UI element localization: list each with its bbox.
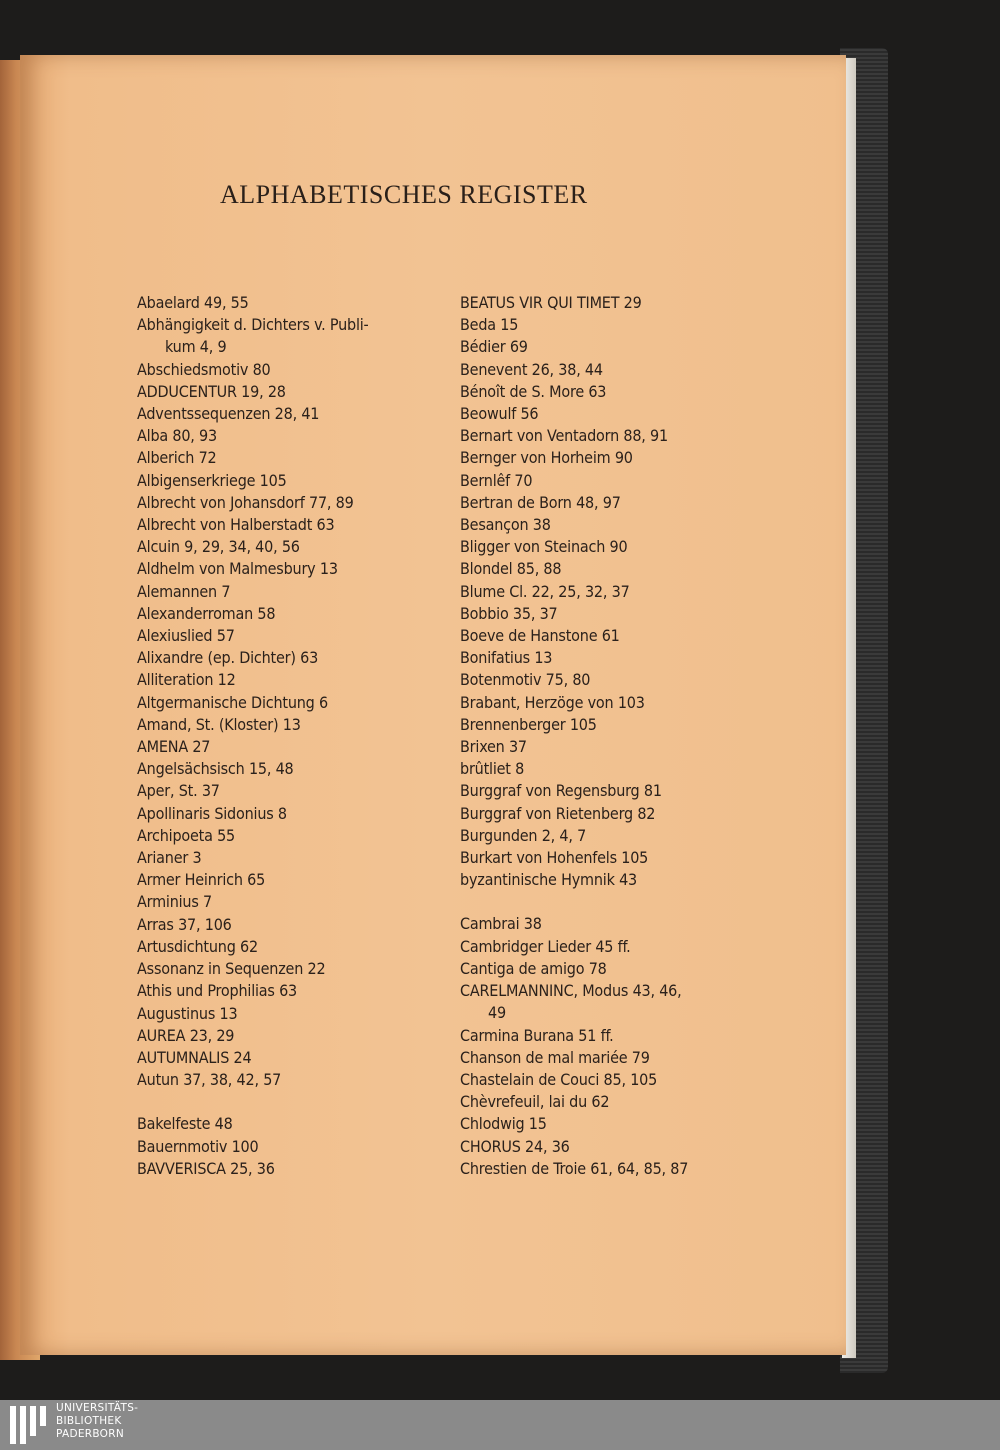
index-entry: Blume Cl. 22, 25, 32, 37 (460, 581, 630, 601)
index-entry: CARELMANNINC, Modus 43, 46, (460, 981, 682, 1001)
index-entry: Augustinus 13 (137, 1003, 238, 1023)
library-logo-icon (8, 1404, 52, 1446)
index-entry: Abaelard 49, 55 (137, 293, 249, 312)
index-entry: Amand, St. (Kloster) 13 (137, 714, 301, 734)
index-entry: ADDUCENTUR 19, 28 (137, 381, 286, 401)
index-entry: Alba 80, 93 (137, 426, 217, 446)
library-name-line2: BIBLIOTHEK (56, 1415, 122, 1427)
index-entry: Cantiga de amigo 78 (460, 958, 607, 978)
library-name (56, 1402, 138, 1441)
index-entry: Abschiedsmotiv 80 (137, 359, 271, 379)
index-entry: Albigenserkriege 105 (137, 470, 287, 490)
index-column-right (460, 292, 800, 1180)
index-entry: BAVVERISCA 25, 36 (137, 1158, 275, 1178)
index-entry: Alcuin 9, 29, 34, 40, 56 (137, 537, 300, 557)
index-entry: Chrestien de Troie 61, 64, 85, 87 (460, 1158, 689, 1178)
index-entry: BEATUS VIR QUI TIMET 29 (460, 293, 642, 312)
index-entry: Bligger von Steinach 90 (460, 537, 628, 557)
index-entry: Brixen 37 (460, 737, 527, 757)
index-entry: Arminius 7 (137, 892, 212, 912)
index-entry: Cambridger Lieder 45 ff. (460, 936, 631, 956)
index-entry: Burkart von Hohenfels 105 (460, 848, 649, 868)
index-entry: Botenmotiv 75, 80 (460, 670, 591, 690)
index-entry: Blondel 85, 88 (460, 559, 562, 579)
section-gap (137, 1091, 467, 1113)
index-entry: Archipoeta 55 (137, 825, 235, 845)
index-entry: Arianer 3 (137, 848, 202, 868)
index-entry: Burggraf von Regensburg 81 (460, 781, 662, 801)
page-title: ALPHABETISCHES REGISTER (220, 180, 588, 209)
library-name-line3: PADERBORN (56, 1428, 124, 1440)
index-entry: brûtliet 8 (460, 759, 525, 779)
index-entry: Aldhelm von Malmesbury 13 (137, 559, 338, 579)
index-entry: Bonifatius 13 (460, 648, 553, 668)
index-entry: Alixandre (ep. Dichter) 63 (137, 648, 319, 668)
index-entry: Alemannen 7 (137, 581, 231, 601)
index-entry: Bernlêf 70 (460, 470, 533, 490)
index-entry: Brabant, Herzöge von 103 (460, 692, 645, 712)
index-entry: Bakelfeste 48 (137, 1114, 233, 1134)
index-entry: 49 (488, 1003, 506, 1023)
library-name-line1: UNIVERSITÄTS- (56, 1402, 139, 1414)
index-entry: Besançon 38 (460, 515, 551, 535)
index-entry: AUREA 23, 29 (137, 1025, 235, 1045)
index-entry: Carmina Burana 51 ff. (460, 1025, 614, 1045)
index-entry: Arras 37, 106 (137, 914, 232, 934)
index-entry: AMENA 27 (137, 737, 211, 757)
index-entry: Burggraf von Rietenberg 82 (460, 803, 656, 823)
index-entry: Altgermanische Dichtung 6 (137, 692, 328, 712)
index-entry: Armer Heinrich 65 (137, 870, 266, 890)
index-entry: Aper, St. 37 (137, 781, 220, 801)
index-entry: Athis und Prophilias 63 (137, 981, 297, 1001)
index-entry: Alexanderroman 58 (137, 603, 276, 623)
index-entry: Autun 37, 38, 42, 57 (137, 1070, 282, 1090)
index-entry: Beda 15 (460, 315, 519, 335)
footer-bar (0, 1400, 1000, 1450)
index-entry: byzantinische Hymnik 43 (460, 870, 638, 890)
section-gap (460, 891, 800, 913)
index-entry: Chastelain de Couci 85, 105 (460, 1069, 658, 1089)
index-entry: Bernart von Ventadorn 88, 91 (460, 426, 668, 446)
index-entry: Burgunden 2, 4, 7 (460, 825, 587, 845)
index-entry: Beowulf 56 (460, 404, 539, 424)
index-entry: AUTUMNALIS 24 (137, 1047, 252, 1067)
index-entry: Albrecht von Johansdorf 77, 89 (137, 492, 354, 512)
index-entry: Benevent 26, 38, 44 (460, 359, 603, 379)
index-column-left (137, 292, 467, 1180)
index-entry: Brennenberger 105 (460, 714, 597, 734)
index-entry: Abhängigkeit d. Dichters v. Publi- (137, 315, 369, 335)
index-entry: Chanson de mal mariée 79 (460, 1047, 650, 1067)
index-entry: Assonanz in Sequenzen 22 (137, 959, 326, 979)
index-entry: Artusdichtung 62 (137, 936, 258, 956)
index-entry: Bertran de Born 48, 97 (460, 492, 621, 512)
index-entry: Chlodwig 15 (460, 1114, 547, 1134)
index-entry: Bobbio 35, 37 (460, 603, 558, 623)
index-entry: Alliteration 12 (137, 670, 236, 690)
index-entry: kum 4, 9 (165, 337, 227, 357)
index-entry: Bauernmotiv 100 (137, 1136, 259, 1156)
index-entry: Boeve de Hanstone 61 (460, 626, 620, 646)
index-entry: Apollinaris Sidonius 8 (137, 803, 287, 823)
index-entry: Albrecht von Halberstadt 63 (137, 515, 335, 535)
index-entry: Angelsächsisch 15, 48 (137, 759, 294, 779)
index-entry: Alberich 72 (137, 448, 217, 468)
index-entry: Adventssequenzen 28, 41 (137, 404, 320, 424)
index-entry: Bédier 69 (460, 337, 528, 357)
index-entry: Cambrai 38 (460, 914, 542, 934)
index-entry: Bernger von Horheim 90 (460, 448, 633, 468)
index-entry: Bénoît de S. More 63 (460, 381, 607, 401)
index-entry: Chèvrefeuil, lai du 62 (460, 1092, 610, 1112)
index-entry: Alexiuslied 57 (137, 626, 235, 646)
index-entry: CHORUS 24, 36 (460, 1136, 570, 1156)
